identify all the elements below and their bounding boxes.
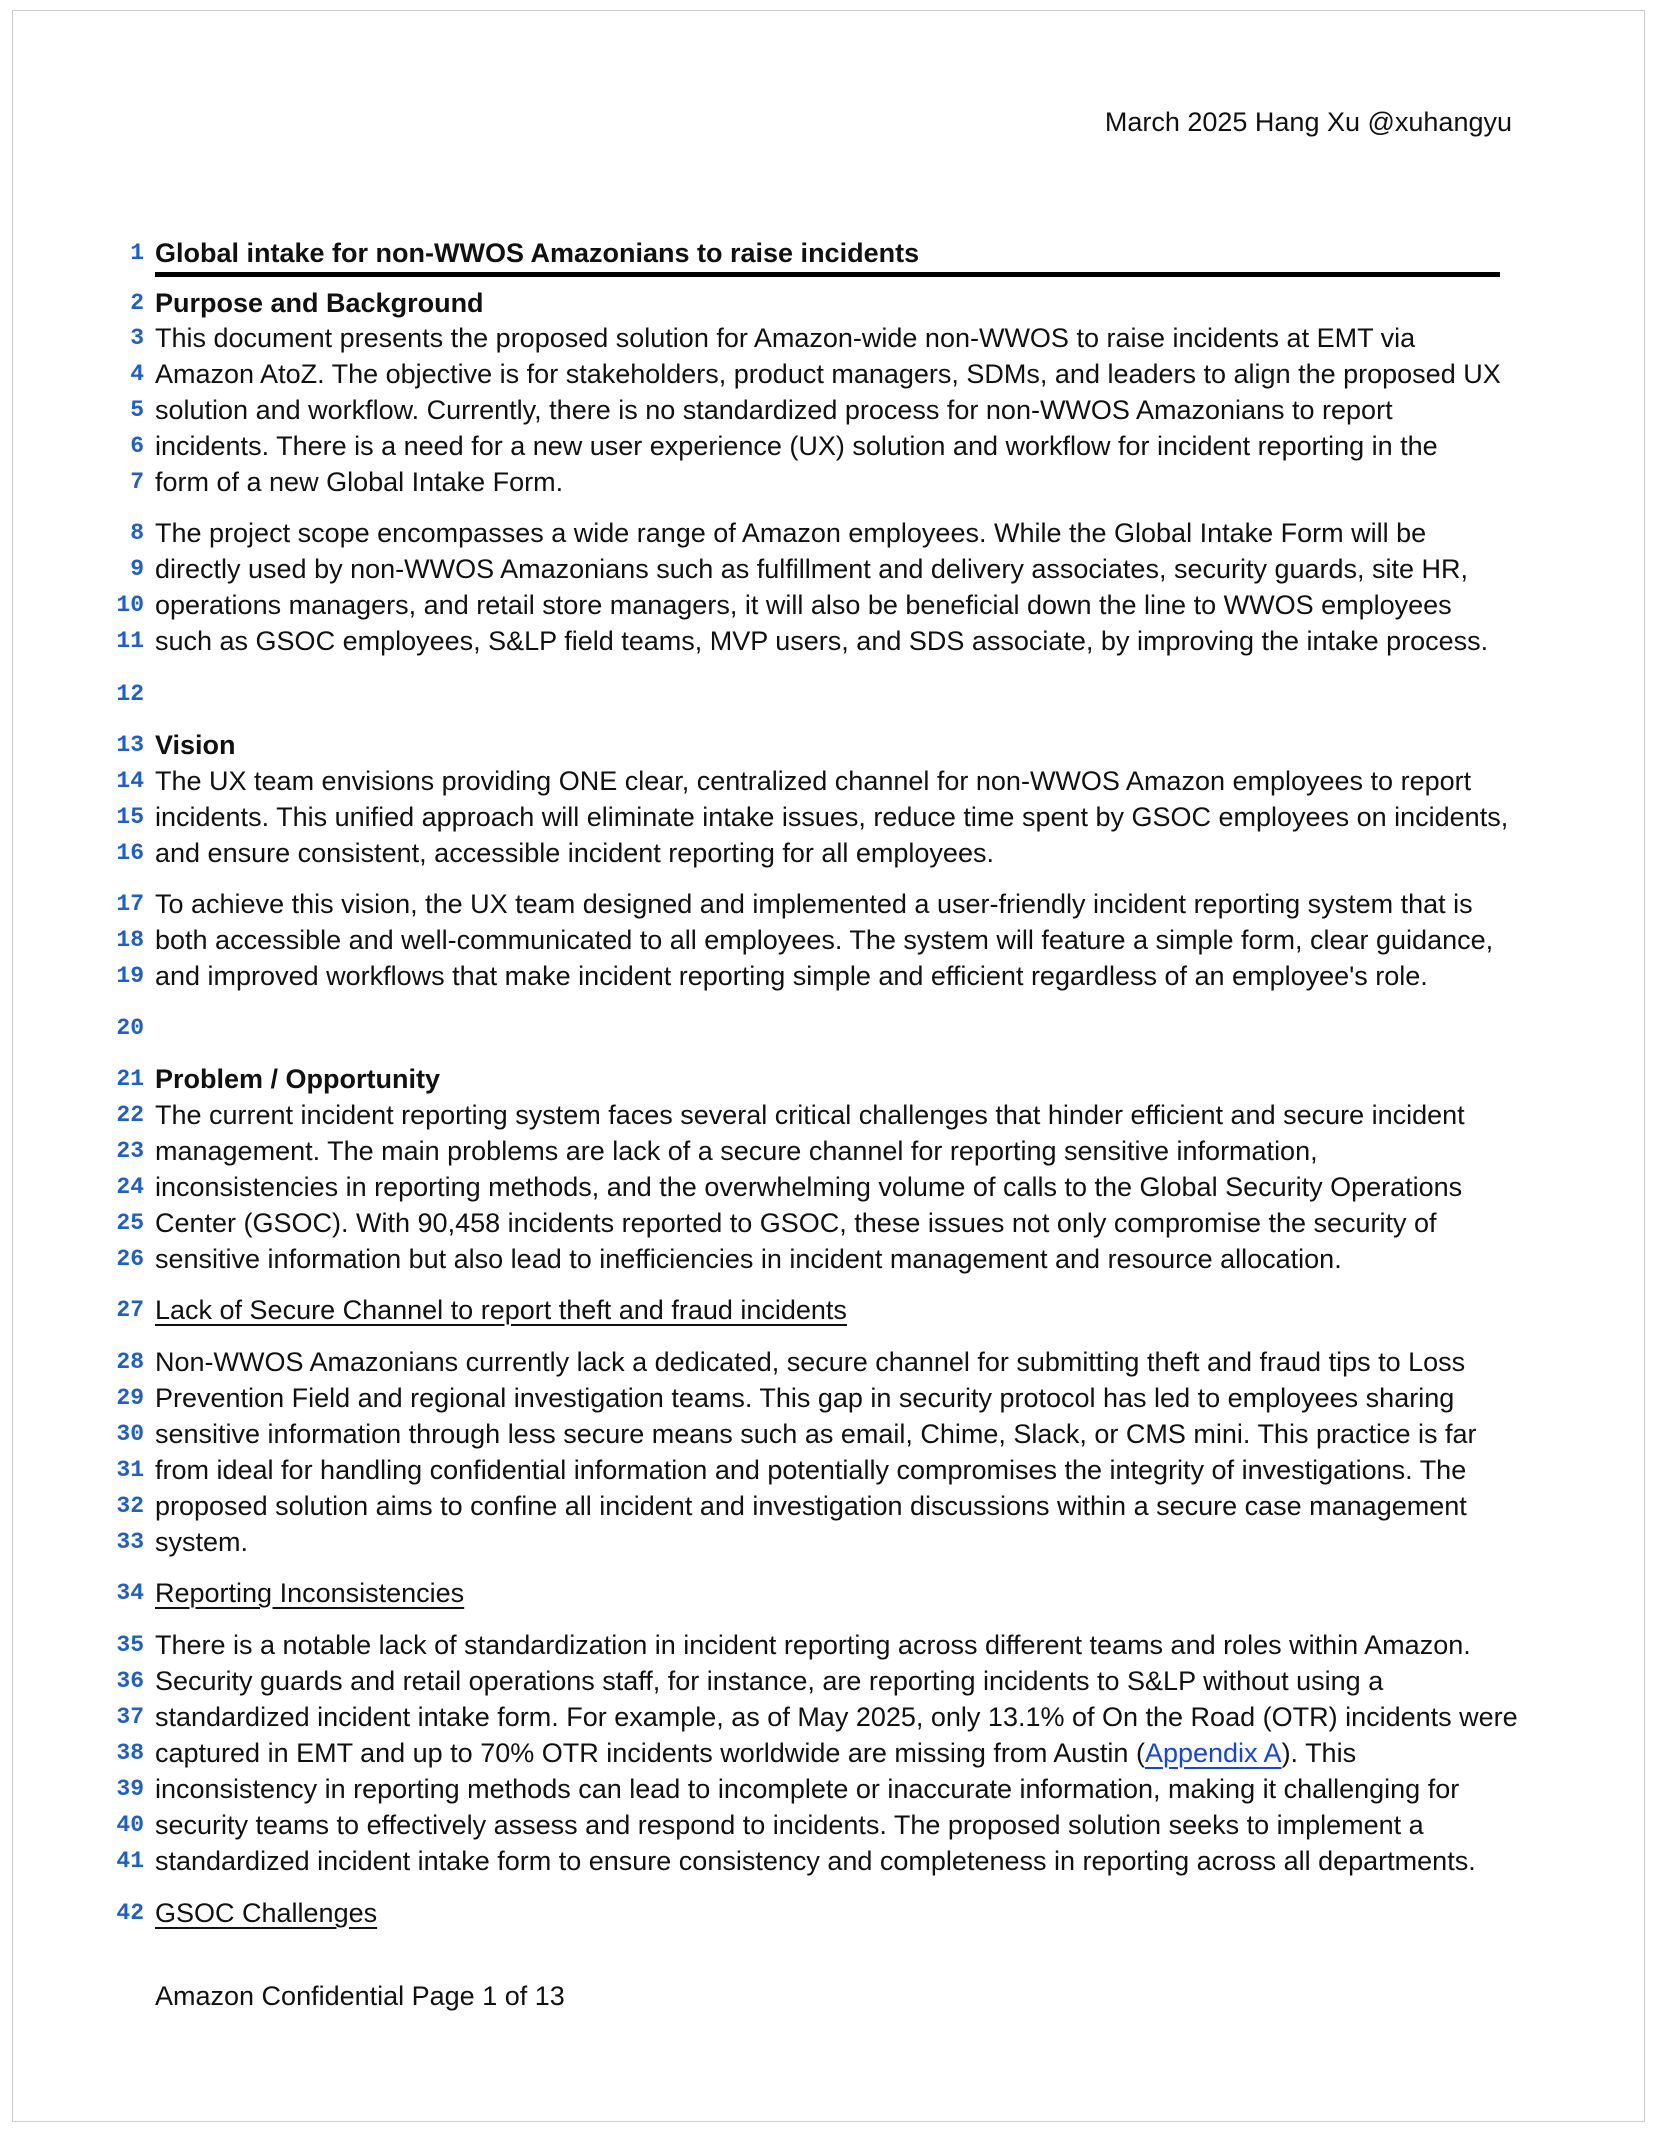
line-number: 30 — [116, 1421, 144, 1447]
line-number: 21 — [116, 1066, 144, 1092]
line-18 — [0, 922, 1658, 958]
line-number: 2 — [130, 290, 144, 316]
line-38 — [0, 1735, 1658, 1771]
subheading-gsoc-challenges: GSOC Challenges — [155, 1898, 378, 1928]
line-number: 20 — [116, 1015, 144, 1041]
paragraph-text: Amazon AtoZ. The objective is for stakeholders, product managers, SDMs, and leaders to align the proposed UX — [155, 359, 1501, 389]
paragraph-text: directly used by non-WWOS Amazonians such as fulfillment and delivery associates, security guards, site HR, — [155, 554, 1469, 584]
paragraph-text: security teams to effectively assess and respond to incidents. The proposed solution seeks to implement a — [155, 1810, 1424, 1840]
subheading-secure-channel: Lack of Secure Channel to report theft and fraud incidents — [155, 1295, 847, 1325]
line-9 — [0, 551, 1658, 587]
line-number: 19 — [116, 963, 144, 989]
line-number: 17 — [116, 891, 144, 917]
paragraph-text: inconsistency in reporting methods can lead to incomplete or inaccurate information, making it challenging for — [155, 1774, 1460, 1804]
line-number: 25 — [116, 1210, 144, 1236]
line-number: 39 — [116, 1776, 144, 1802]
line-22 — [0, 1097, 1658, 1133]
line-23 — [0, 1133, 1658, 1169]
paragraph-text: The UX team envisions providing ONE clear, centralized channel for non-WWOS Amazon employees to report — [155, 766, 1472, 796]
document-title: Global intake for non-WWOS Amazonians to raise incidents — [155, 238, 920, 268]
paragraph-text: system. — [155, 1527, 249, 1557]
line-number: 13 — [116, 732, 144, 758]
heading-vision: Vision — [155, 730, 236, 760]
line-37 — [0, 1699, 1658, 1735]
page-footer: Amazon Confidential Page 1 of 13 — [155, 1981, 565, 2011]
line-number: 31 — [116, 1457, 144, 1483]
line-5 — [0, 392, 1658, 428]
heading-problem-opportunity: Problem / Opportunity — [155, 1064, 441, 1094]
line-16 — [0, 835, 1658, 871]
paragraph-text: standardized incident intake form. For example, as of May 2025, only 13.1% of On the Road (OTR) incidents were — [155, 1702, 1518, 1732]
paragraph-text: operations managers, and retail store managers, it will also be beneficial down the line to WWOS employees — [155, 590, 1452, 620]
line-7 — [0, 464, 1658, 500]
paragraph-text: To achieve this vision, the UX team designed and implemented a user-friendly incident reporting system that is — [155, 889, 1473, 919]
paragraph-text: and improved workflows that make incident reporting simple and efficient regardless of an employee's role. — [155, 961, 1428, 991]
paragraph-text: standardized incident intake form to ensure consistency and completeness in reporting across all departments. — [155, 1846, 1476, 1876]
line-27 — [0, 1292, 1658, 1328]
line-number: 9 — [130, 556, 144, 582]
paragraph-text: management. The main problems are lack of a secure channel for reporting sensitive information, — [155, 1136, 1318, 1166]
line-11 — [0, 623, 1658, 659]
line-number: 35 — [116, 1632, 144, 1658]
line-40 — [0, 1807, 1658, 1843]
line-number: 37 — [116, 1704, 144, 1730]
line-number: 14 — [116, 768, 144, 794]
line-number: 5 — [130, 397, 144, 423]
line-42 — [0, 1895, 1658, 1931]
line-30 — [0, 1416, 1658, 1452]
line-20 — [0, 1010, 1658, 1046]
line-3 — [0, 320, 1658, 356]
line-34 — [0, 1575, 1658, 1611]
paragraph-text: incidents. This unified approach will eliminate intake issues, reduce time spent by GSOC employees on incidents, — [155, 802, 1509, 832]
line-26 — [0, 1241, 1658, 1277]
line-number: 10 — [116, 592, 144, 618]
line-number: 22 — [116, 1102, 144, 1128]
paragraph-text: sensitive information but also lead to inefficiencies in incident management and resource allocation. — [155, 1244, 1342, 1274]
line-number: 4 — [130, 361, 144, 387]
line-number: 1 — [130, 240, 144, 266]
line-31 — [0, 1452, 1658, 1488]
paragraph-text: Center (GSOC). With 90,458 incidents reported to GSOC, these issues not only compromise the security of — [155, 1208, 1437, 1238]
line-number: 3 — [130, 325, 144, 351]
line-number: 33 — [116, 1529, 144, 1555]
line-17 — [0, 886, 1658, 922]
line-14 — [0, 763, 1658, 799]
line-13 — [0, 727, 1658, 763]
heading-purpose-background: Purpose and Background — [155, 288, 484, 318]
line-28 — [0, 1344, 1658, 1380]
paragraph-text: Security guards and retail operations staff, for instance, are reporting incidents to S&LP without using a — [155, 1666, 1384, 1696]
line-36 — [0, 1663, 1658, 1699]
paragraph-text: from ideal for handling confidential information and potentially compromises the integrity of investigations. The — [155, 1455, 1467, 1485]
paragraph-text: inconsistencies in reporting methods, and the overwhelming volume of calls to the Global Security Operations — [155, 1172, 1463, 1202]
line-number: 42 — [116, 1900, 144, 1926]
line-number: 15 — [116, 804, 144, 830]
paragraph-text: Non-WWOS Amazonians currently lack a dedicated, secure channel for submitting theft and fraud tips to Loss — [155, 1347, 1466, 1377]
line-12 — [0, 676, 1658, 712]
paragraph-text: such as GSOC employees, S&LP field teams, MVP users, and SDS associate, by improving the intake process. — [155, 626, 1489, 656]
paragraph-text — [155, 1735, 1356, 1771]
line-number: 7 — [130, 469, 144, 495]
line-6 — [0, 428, 1658, 464]
line-33 — [0, 1524, 1658, 1560]
line-number: 16 — [116, 840, 144, 866]
paragraph-text: proposed solution aims to confine all incident and investigation discussions within a secure case management — [155, 1491, 1467, 1521]
line-24 — [0, 1169, 1658, 1205]
line-number: 32 — [116, 1493, 144, 1519]
line-4 — [0, 356, 1658, 392]
line-21 — [0, 1061, 1658, 1097]
paragraph-text: sensitive information through less secure means such as email, Chime, Slack, or CMS mini. This practice is far — [155, 1419, 1477, 1449]
paragraph-text: form of a new Global Intake Form. — [155, 467, 564, 497]
line-25 — [0, 1205, 1658, 1241]
paragraph-text: both accessible and well-communicated to all employees. The system will feature a simple form, clear guidance, — [155, 925, 1494, 955]
line-35 — [0, 1627, 1658, 1663]
paragraph-text: This document presents the proposed solution for Amazon-wide non-WWOS to raise incidents at EMT via — [155, 323, 1416, 353]
line-2 — [0, 285, 1658, 321]
line-number: 24 — [116, 1174, 144, 1200]
line-number: 41 — [116, 1848, 144, 1874]
paragraph-text: solution and workflow. Currently, there is no standardized process for non-WWOS Amazonians to report — [155, 395, 1393, 425]
paragraph-text: and ensure consistent, accessible incident reporting for all employees. — [155, 838, 994, 868]
line-1 — [0, 235, 1658, 271]
line-number: 23 — [116, 1138, 144, 1164]
line-number: 27 — [116, 1297, 144, 1323]
line-number: 29 — [116, 1385, 144, 1411]
document-author-date: March 2025 Hang Xu @xuhangyu — [1104, 107, 1512, 137]
line-number: 40 — [116, 1812, 144, 1838]
line-32 — [0, 1488, 1658, 1524]
line-number: 8 — [130, 520, 144, 546]
line-8 — [0, 515, 1658, 551]
line-number: 38 — [116, 1740, 144, 1766]
paragraph-text: The current incident reporting system faces several critical challenges that hinder efficient and secure incident — [155, 1100, 1465, 1130]
appendix-a-link[interactable]: Appendix A — [1144, 1738, 1282, 1768]
line-number: 12 — [116, 681, 144, 707]
line-41 — [0, 1843, 1658, 1879]
line-number: 34 — [116, 1580, 144, 1606]
line-29 — [0, 1380, 1658, 1416]
line-number: 18 — [116, 927, 144, 953]
line-10 — [0, 587, 1658, 623]
paragraph-text-before-link: captured in EMT and up to 70% OTR incidents worldwide are missing from Austin ( — [155, 1738, 1145, 1768]
paragraph-text: The project scope encompasses a wide range of Amazon employees. While the Global Intake Form will be — [155, 518, 1427, 548]
line-19 — [0, 958, 1658, 994]
line-39 — [0, 1771, 1658, 1807]
paragraph-text: incidents. There is a need for a new user experience (UX) solution and workflow for incident reporting in the — [155, 431, 1438, 461]
subheading-reporting-inconsistencies: Reporting Inconsistencies — [155, 1578, 465, 1608]
line-number: 6 — [130, 433, 144, 459]
title-underline-rule — [155, 272, 1500, 277]
line-number: 36 — [116, 1668, 144, 1694]
line-number: 11 — [116, 628, 144, 654]
paragraph-text-after-link: ). This — [1281, 1738, 1357, 1768]
paragraph-text: There is a notable lack of standardization in incident reporting across different teams and roles within Amazon. — [155, 1630, 1471, 1660]
line-15 — [0, 799, 1658, 835]
line-number: 28 — [116, 1349, 144, 1375]
line-number: 26 — [116, 1246, 144, 1272]
paragraph-text: Prevention Field and regional investigation teams. This gap in security protocol has led to employees sharing — [155, 1383, 1455, 1413]
